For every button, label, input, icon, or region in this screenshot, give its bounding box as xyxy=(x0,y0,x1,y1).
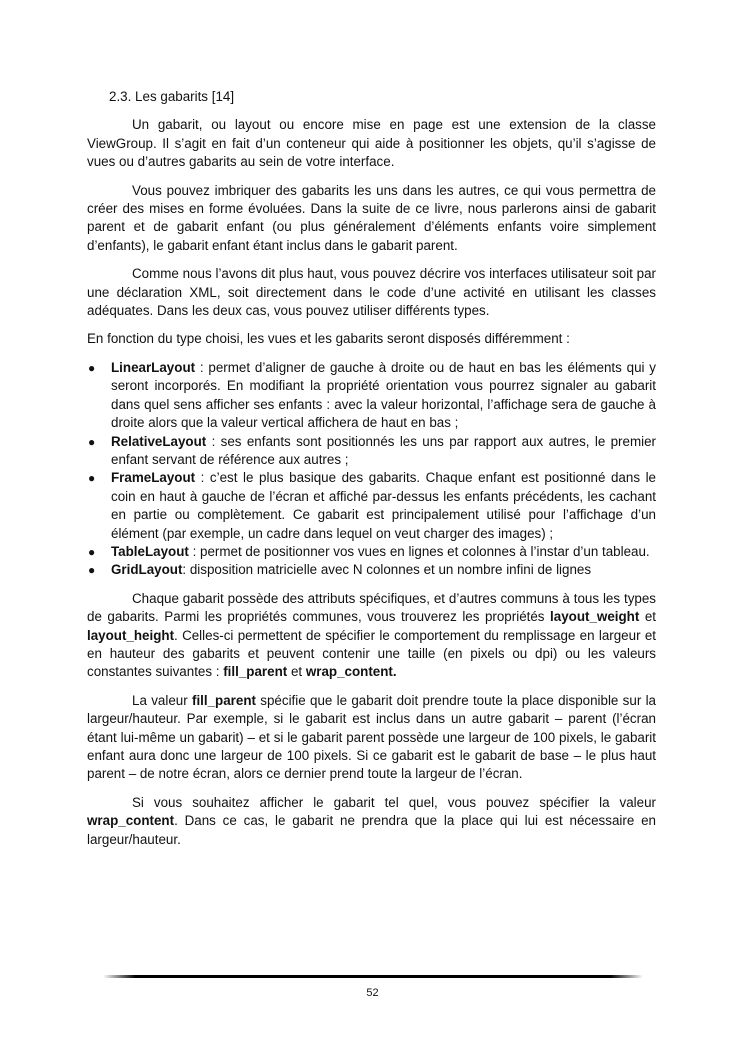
bullet-icon: ● xyxy=(88,360,96,375)
bold-term: wrap_content xyxy=(87,813,175,829)
text-run: et xyxy=(287,664,306,680)
bold-term: fill_parent xyxy=(191,692,256,708)
paragraph-6 xyxy=(87,692,656,784)
list-item xyxy=(87,469,656,543)
paragraph-2: Vous pouvez imbriquer des gabarits les uns dans les autres, ce qui vous permettra de créer des mises en forme évoluées. Dans la suite de ce livre, nous parlerons ainsi de gabarit parent et de gabarit enfant (ou plus généralement d’éléments enfants voire simplement d’enfants), le gabarit enfant étant inclus dans le gabarit parent. xyxy=(87,182,656,253)
bullet-icon: ● xyxy=(88,563,96,578)
text-run: Si vous souhaitez afficher le gabarit tel quel, vous pouvez spécifier la valeur xyxy=(132,794,656,810)
list-item-text: : disposition matricielle avec N colonnes et un nombre infini de lignes xyxy=(182,562,592,578)
list-item xyxy=(87,543,656,561)
paragraph-7 xyxy=(87,794,656,849)
text-run: et xyxy=(639,609,657,625)
list-item xyxy=(87,433,656,470)
bullet-icon: ● xyxy=(88,434,96,449)
list-item xyxy=(87,561,656,579)
paragraph-4: En fonction du type choisi, les vues et les gabarits seront disposés différemment : xyxy=(87,331,570,347)
page-number: 52 xyxy=(366,987,379,999)
bold-term: layout_height xyxy=(87,627,175,643)
list-item-term: TableLayout xyxy=(111,543,189,559)
bold-term: fill_parent xyxy=(223,664,288,680)
bold-term: wrap_content. xyxy=(305,664,397,680)
list-item-term: LinearLayout xyxy=(111,359,196,375)
bullet-icon: ● xyxy=(88,544,96,559)
page-content xyxy=(87,88,656,859)
paragraph-1: Un gabarit, ou layout ou encore mise en page est une extension de la classe ViewGroup. Il s’agit en fait d’un conteneur qui aide à positionner les objets, qu’il s’agisse de vues ou d’autres gabarits au sein de votre interface. xyxy=(87,117,656,170)
layout-types-list xyxy=(87,359,656,580)
list-item-term: GridLayout xyxy=(111,562,183,578)
list-item-term: RelativeLayout xyxy=(111,433,207,449)
list-item-text: : permet de positionner vos vues en lignes et colonnes à l’instar d’un tableau. xyxy=(188,543,650,559)
bullet-icon: ● xyxy=(88,471,96,486)
list-item-text: : c’est le plus basique des gabarits. Chaque enfant est positionné dans le coin en haut à gauche de l’écran et affiché par-dessus les enfants précédents, les cachant en partie ou complètement. Ce gabarit est principalement utilisé pour l’affichage d’un élément (par exemple, un cadre dans lequel on veut charger des images) ; xyxy=(111,470,656,541)
text-run: spécifie que le gabarit doit prendre toute la place disponible sur la largeur/hauteur. Par exemple, si le gabarit est inclus dans un autre gabarit – parent (l’écran étant lui-même un gabarit) – et si le gabarit parent possède une largeur de 100 pixels, le gabarit enfant aura donc une largeur de 100 pixels. Si ce gabarit est le gabarit de base – le plus haut parent – de notre écran, alors ce dernier prend toute la largeur de l’écran. xyxy=(87,692,657,782)
footer-divider xyxy=(103,975,643,978)
paragraph-3: Comme nous l’avons dit plus haut, vous pouvez décrire vos interfaces utilisateur soit par une déclaration XML, soit directement dans le code d’une activité en utilisant les classes adéquates. Dans les deux cas, vous pouvez utiliser différents types. xyxy=(87,266,656,319)
bold-term: layout_weight xyxy=(550,609,640,625)
text-run: La valeur xyxy=(132,692,192,708)
list-item-text: : ses enfants sont positionnés les uns par rapport aux autres, le premier enfant servant de référence aux autres ; xyxy=(111,433,656,467)
text-run: . Celles-ci permettent de spécifier le comportement du remplissage en largeur et en hauteur des gabarits et peuvent contenir une taille (en pixels ou dpi) ou les valeurs constantes suivantes : xyxy=(87,627,656,680)
text-run: Chaque gabarit possède des attributs spécifiques, et d’autres communs à tous les types de gabarits. Parmi les propriétés communes, vous trouverez les propriétés xyxy=(87,590,656,625)
text-run: . Dans ce cas, le gabarit ne prendra que la place qui lui est nécessaire en largeur/hauteur. xyxy=(87,813,656,847)
list-item-text: : permet d’aligner de gauche à droite ou de haut en bas les éléments qui y seront incorporés. En modifiant la propriété orientation vous pourrez signaler au gabarit dans quel sens afficher ses enfants : avec la valeur horizontal, l’affichage sera de gauche à droite alors que la valeur vertical affichera de haut en bas ; xyxy=(111,359,656,431)
paragraph-5 xyxy=(87,590,656,682)
section-heading: 2.3. Les gabarits [14] xyxy=(109,89,235,104)
list-item-term: FrameLayout xyxy=(111,470,196,486)
list-item xyxy=(87,359,656,433)
